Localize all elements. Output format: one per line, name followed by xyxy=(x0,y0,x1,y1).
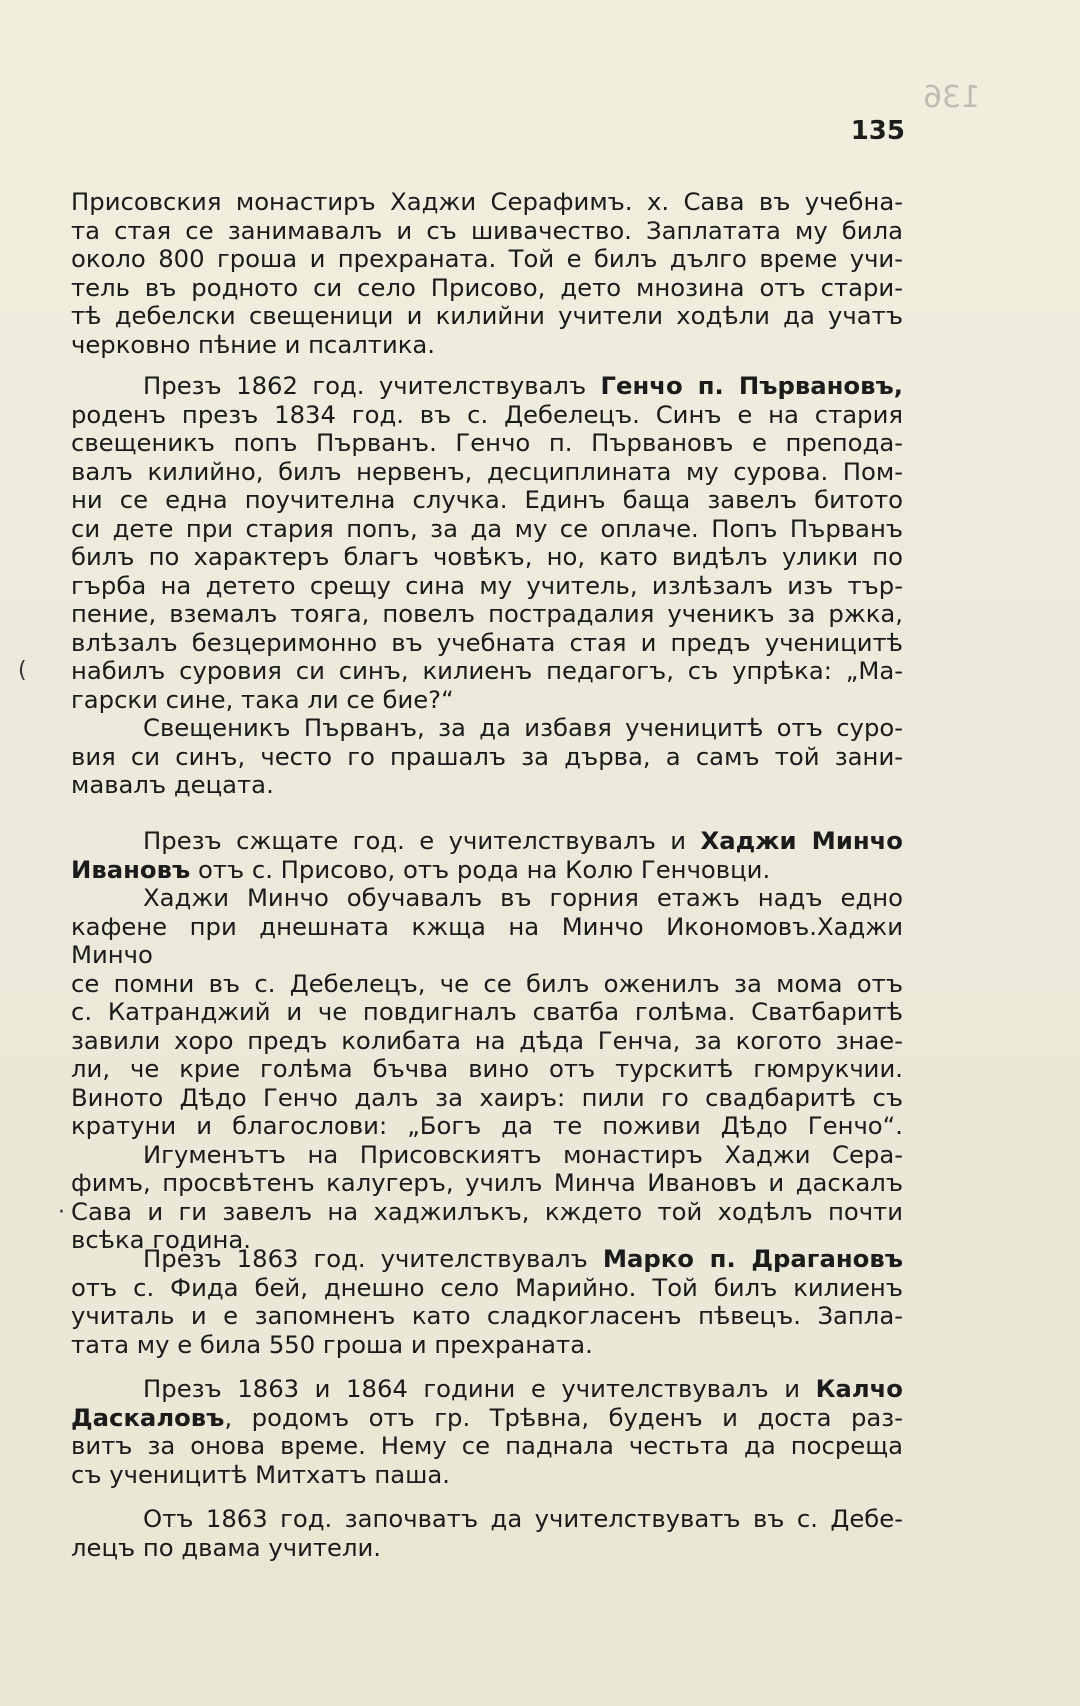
text-line: се помни въ с. Дебелецъ, че се билъ оженилъ за мома отъ xyxy=(71,968,903,998)
text-line: съ ученицитѣ Митхатъ паша. xyxy=(71,1459,450,1489)
text-line: ли, че крие голѣма бъчва вино отъ турскитѣ гюмрукчии. xyxy=(71,1054,903,1083)
text-line: кратуни и благослови: „Богъ да те поживи Дѣдо Генчо“. xyxy=(71,1111,903,1140)
margin-mark-paren: ( xyxy=(18,658,27,683)
text-line: свещеникъ попъ Първанъ. Генчо п. Първановъ е препода- xyxy=(71,428,903,457)
text-line xyxy=(71,827,903,856)
text-line: Виното Дѣдо Генчо далъ за хаиръ: пили го свадбаритѣ съ xyxy=(71,1082,903,1112)
text-line: отъ с. Фида бей, днешно село Марийно. Той билъ килиенъ xyxy=(71,1272,903,1302)
teacher-name: Калчо xyxy=(815,1374,903,1403)
text-line xyxy=(71,1404,903,1433)
text-line xyxy=(71,1375,903,1404)
text-line: кафене при днешната кжща на Минчо Икономовъ.Хаджи Минчо xyxy=(71,911,903,969)
text-line: си дете при стария попъ, за да му се оплаче. Попъ Първанъ xyxy=(71,513,903,543)
text-line: Хаджи Минчо обучавалъ въ горния етажъ надъ едно xyxy=(143,883,903,912)
text-line: та стая се занимавалъ и съ шивачество. Заплатата му била xyxy=(71,215,903,245)
paragraph-3 xyxy=(71,827,903,1255)
teacher-name: Генчо п. Първановъ, xyxy=(600,371,903,400)
teacher-name: Даскаловъ xyxy=(71,1402,225,1432)
text-line xyxy=(71,1245,903,1274)
text-line: тата му е била 550 гроша и прехраната. xyxy=(71,1329,593,1359)
text-line: Сава и ги завелъ на хаджилъкъ, кждето той ходѣлъ почти xyxy=(71,1196,903,1226)
text-segment: , родомъ отъ гр. Трѣвна, буденъ и доста раз- xyxy=(224,1402,903,1432)
text-line: завили хоро предъ колибата на дѣда Генча, за когото знае- xyxy=(71,1025,903,1055)
text-line: валъ килийно, билъ нервенъ, десциплината му сурова. Пом- xyxy=(71,456,903,486)
text-line: черковно пѣние и псалтика. xyxy=(71,329,436,359)
text-line: всѣка година. xyxy=(71,1225,252,1254)
text-line: около 800 гроша и прехраната. Той е билъ дълго време учи- xyxy=(71,244,903,273)
text-line: Отъ 1863 год. започватъ да учителствуватъ въ с. Дебе- xyxy=(143,1504,903,1533)
text-segment: Презъ сжщате год. е учителствувалъ и xyxy=(143,826,701,855)
text-segment: Презъ 1862 год. учителствувалъ xyxy=(143,371,601,400)
text-line: фимъ, просвѣтенъ калугеръ, училъ Минча Ивановъ и даскалъ xyxy=(71,1168,903,1197)
text-line: тель въ родното си село Присово, дето мнозина отъ стари- xyxy=(71,272,903,302)
paragraph-2 xyxy=(71,372,903,800)
text-line: витъ за онова време. Нему се паднала честьта да посреща xyxy=(71,1431,903,1460)
page-number: 135 xyxy=(850,116,905,146)
paragraph-6 xyxy=(71,1505,903,1562)
text-line: учиталь и е запомненъ като сладкогласенъ пѣвецъ. Запла- xyxy=(71,1301,903,1330)
text-line: билъ по характеръ благъ човѣкъ, но, като видѣлъ улики по xyxy=(71,542,903,571)
text-line: лецъ по двама учители. xyxy=(71,1532,381,1562)
text-line: тѣ дебелски свещеници и килийни учители ходѣли да учатъ xyxy=(71,301,903,330)
margin-mark-dot: · xyxy=(58,1200,65,1225)
text-line: Свещеникъ Първанъ, за да избавя ученицитѣ отъ суро- xyxy=(143,713,903,742)
text-line: ни се една поучителна случка. Единъ баща завелъ битото xyxy=(71,485,903,514)
text-line: мавалъ децата. xyxy=(71,770,274,799)
text-line: влѣзалъ безцеримонно въ учебната стая и предъ ученицитѣ xyxy=(71,627,903,657)
text-segment: Презъ 1863 год. учителствувалъ xyxy=(143,1244,603,1273)
text-line xyxy=(71,856,903,885)
bleed-through-page-number: 136 xyxy=(922,80,980,115)
paragraph-4 xyxy=(71,1245,903,1359)
text-line: Игуменътъ на Присовскиятъ монастиръ Хаджи Сера- xyxy=(143,1139,903,1169)
text-line: пение, вземалъ тояга, повелъ пострадалия ученикъ за ржка, xyxy=(71,599,903,628)
text-line: Присовския монастиръ Хаджи Серафимъ. х. Сава въ учебна- xyxy=(71,187,903,216)
text-line xyxy=(71,372,903,401)
paragraph-1 xyxy=(71,188,903,359)
text-line: набилъ суровия си синъ, килиенъ педагогъ, съ упрѣка: „Ма- xyxy=(71,656,903,685)
teacher-name: Ивановъ xyxy=(71,854,191,884)
paragraph-5 xyxy=(71,1375,903,1489)
text-line: гърба на детето срещу сина му учитель, излѣзалъ изъ тър- xyxy=(71,570,903,600)
teacher-name: Хаджи Минчо xyxy=(700,826,904,855)
text-line: с. Катранджий и че повдигналъ сватба голѣма. Сватбаритѣ xyxy=(71,997,903,1026)
text-line: роденъ презъ 1834 год. въ с. Дебелецъ. Синъ е на стария xyxy=(71,399,903,429)
text-segment: Презъ 1863 и 1864 години е учителствувалъ и xyxy=(143,1374,816,1403)
teacher-name: Марко п. Драгановъ xyxy=(602,1244,903,1273)
text-line: гарски сине, така ли се бие?“ xyxy=(71,684,454,714)
text-segment: отъ с. Присово, отъ рода на Колю Генчовци. xyxy=(190,854,771,884)
text-line: вия си синъ, често го прашалъ за дърва, а самъ той зани- xyxy=(71,741,903,771)
